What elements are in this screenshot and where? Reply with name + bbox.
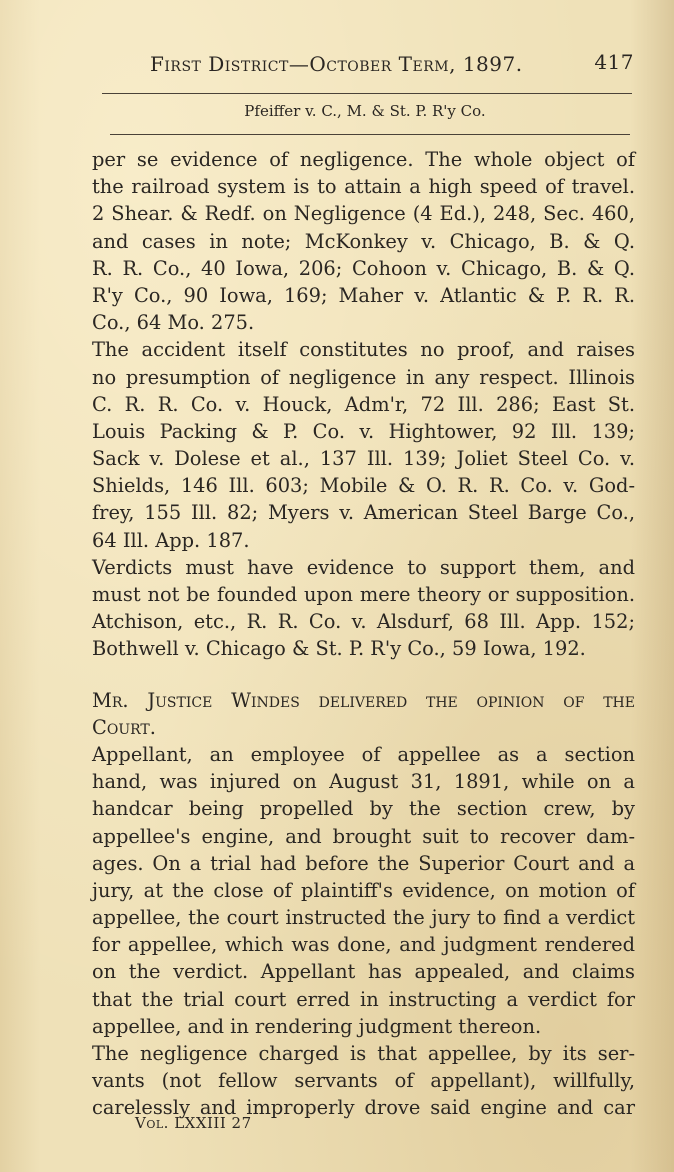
text-line: 2 Shear. & Redf. on Negligence (4 Ed.), 248, Sec. 460, [92, 202, 635, 226]
header-rule-top [102, 93, 632, 94]
text-line: R. R. Co., 40 Iowa, 206; Cohoon v. Chicago, B. & Q. [92, 256, 635, 280]
running-head [150, 50, 634, 84]
text-line: frey, 155 Ill. 82; Myers v. American Steel Barge Co., [92, 501, 635, 525]
text-line: Sack v. Dolese et al., 137 Ill. 139; Joliet Steel Co. v. [92, 447, 635, 471]
text-line: ages. On a trial had before the Superior Court and a [92, 851, 635, 875]
text-line: no presumption of negligence in any respect. Illinois [92, 365, 635, 389]
paragraph-3 [92, 554, 635, 663]
text-line: R'y Co., 90 Iowa, 169; Maher v. Atlantic & P. R. R. [92, 283, 635, 307]
text-line: Co., 64 Mo. 275. [92, 311, 255, 335]
text-line: The accident itself constitutes no proof, and raises [92, 338, 635, 362]
page-number: 417 [594, 50, 634, 74]
running-head-title: First District—October Term, 1897. [150, 52, 523, 76]
text-line: Atchison, etc., R. R. Co. v. Alsdurf, 68 Ill. App. 152; [92, 610, 635, 634]
text-line: the railroad system is to attain a high speed of travel. [92, 175, 635, 199]
text-line: for appellee, which was done, and judgment rendered [92, 933, 635, 957]
opinion-heading [92, 687, 635, 741]
signature-mark: Vol. LXXIII 27 [135, 1114, 252, 1132]
text-line: that the trial court erred in instructing a verdict for [92, 987, 635, 1011]
text-line: must not be founded upon mere theory or supposition. [92, 583, 635, 606]
text-line: Appellant, an employee of appellee as a section [92, 742, 635, 766]
text-line: Mr. Justice Windes delivered the opinion of the [92, 688, 635, 712]
text-line: Court. [92, 715, 156, 739]
text-line: per se evidence of negligence. The whole object of [92, 148, 635, 171]
text-line: C. R. R. Co. v. Houck, Adm'r, 72 Ill. 286; East St. [92, 392, 635, 416]
text-line: Louis Packing & P. Co. v. Hightower, 92 Ill. 139; [92, 419, 635, 443]
text-line: appellee, the court instructed the jury to find a verdict [92, 906, 635, 930]
paragraph-4 [92, 741, 635, 1040]
text-line: Verdicts must have evidence to support them, and [92, 555, 635, 579]
text-line: Bothwell v. Chicago & St. P. R'y Co., 59 Iowa, 192. [92, 637, 586, 661]
text-line: 64 Ill. App. 187. [92, 528, 250, 552]
body-text [92, 146, 635, 1122]
text-line: handcar being propelled by the section crew, by [92, 797, 635, 821]
text-line: appellee's engine, and brought suit to recover dam- [92, 824, 635, 848]
paragraph-spacer [92, 663, 635, 687]
text-line: on the verdict. Appellant has appealed, and claims [92, 960, 635, 984]
header-rule-bottom [110, 134, 630, 135]
text-line: Shields, 146 Ill. 603; Mobile & O. R. R. Co. v. God- [92, 474, 635, 498]
text-line: hand, was injured on August 31, 1891, while on a [92, 770, 635, 794]
text-line: appellee, and in rendering judgment thereon. [92, 1014, 542, 1038]
text-line: and cases in note; McKonkey v. Chicago, B. & Q. [92, 229, 635, 253]
text-line: vants (not fellow servants of appellant), willfully, [92, 1069, 635, 1093]
text-line: The negligence charged is that appellee, by its ser- [92, 1042, 635, 1065]
paragraph-1 [92, 146, 635, 336]
text-line: carelessly and improperly drove said engine and car [92, 1096, 635, 1120]
paragraph-2 [92, 336, 635, 554]
case-title: Pfeiffer v. C., M. & St. P. R'y Co. [244, 102, 486, 120]
text-line: jury, at the close of plaintiff's evidence, on motion of [92, 878, 635, 902]
paragraph-5 [92, 1040, 635, 1122]
